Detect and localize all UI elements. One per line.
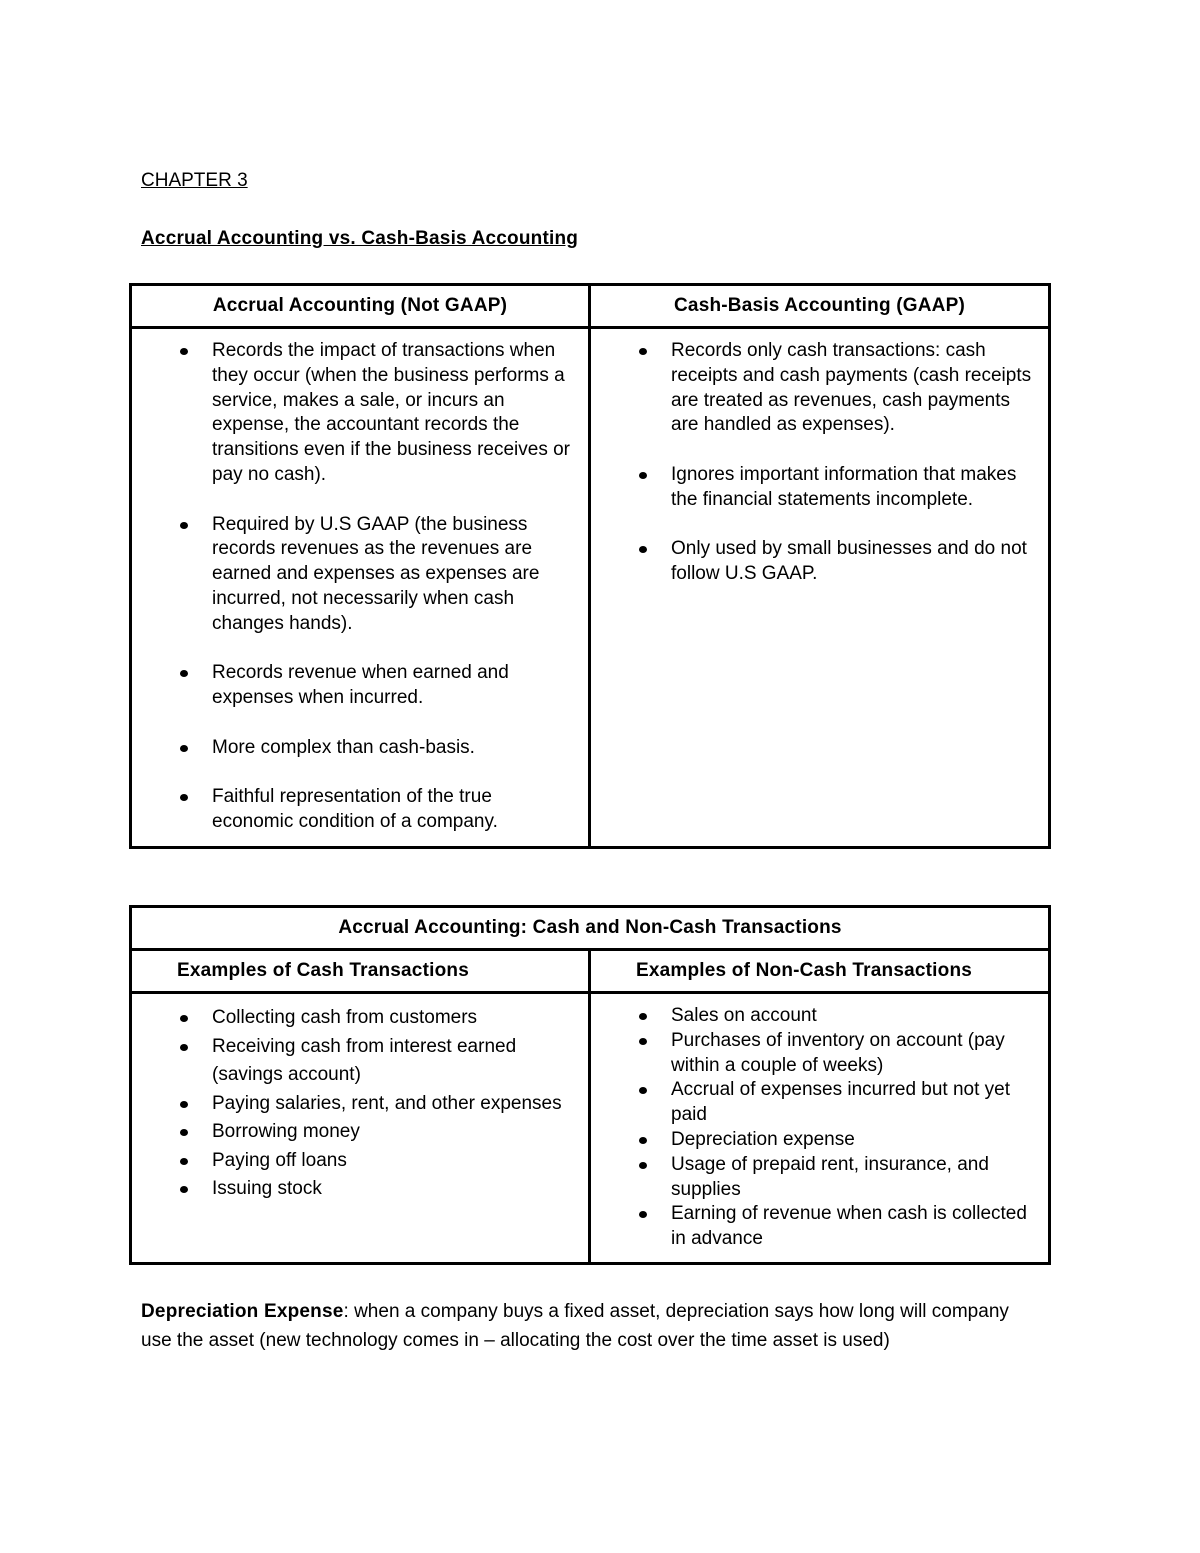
list-item: Receiving cash from interest earned (savings account) <box>132 1033 578 1090</box>
list-item: Usage of prepaid rent, insurance, and supplies <box>591 1153 1038 1203</box>
cash-transactions-cell <box>131 993 590 1264</box>
list-item: Earning of revenue when cash is collected in advance <box>591 1202 1038 1252</box>
list-item: Paying off loans <box>132 1147 578 1176</box>
section-title: Accrual Accounting vs. Cash-Basis Accounting <box>141 228 579 249</box>
list-item: Records revenue when earned and expenses when incurred. <box>132 661 578 711</box>
list-item: Depreciation expense <box>591 1128 1038 1153</box>
list-item: Only used by small businesses and do not follow U.S GAAP. <box>591 537 1038 587</box>
transactions-title: Accrual Accounting: Cash and Non-Cash Transactions <box>131 907 1050 950</box>
accrual-list <box>132 339 578 835</box>
list-item: More complex than cash-basis. <box>132 736 578 761</box>
list-item: Borrowing money <box>132 1118 578 1147</box>
list-item: Required by U.S GAAP (the business records revenues as the revenues are earned and expenses as expenses are incurred, not necessarily when cash changes hands). <box>132 513 578 637</box>
list-item: Faithful representation of the true economic condition of a company. <box>132 785 578 835</box>
non-cash-transactions-list <box>591 1004 1038 1252</box>
list-item: Purchases of inventory on account (pay within a couple of weeks) <box>591 1029 1038 1079</box>
cash-basis-list <box>591 339 1038 587</box>
list-item: Paying salaries, rent, and other expenses <box>132 1090 578 1119</box>
transactions-table <box>129 905 1051 1265</box>
non-cash-transactions-cell <box>590 993 1050 1264</box>
list-item: Sales on account <box>591 1004 1038 1029</box>
comparison-table <box>129 283 1051 849</box>
list-item: Records the impact of transactions when they occur (when the business performs a service, makes a sale, or incurs an expense, the accountant records the transitions even if the business receives or pay no cash). <box>132 339 578 488</box>
cash-basis-header: Cash-Basis Accounting (GAAP) <box>590 285 1050 328</box>
chapter-heading: CHAPTER 3 <box>141 170 248 191</box>
definition-text: : when a company buys a fixed asset, depreciation says how long will company use the asset (new technology comes in – allocating the cost over the time asset is used) <box>141 1301 1009 1351</box>
list-item: Collecting cash from customers <box>132 1004 578 1033</box>
accrual-header: Accrual Accounting (Not GAAP) <box>131 285 590 328</box>
list-item: Ignores important information that makes the financial statements incomplete. <box>591 463 1038 513</box>
list-item: Records only cash transactions: cash receipts and cash payments (cash receipts are treated as revenues, cash payments are handled as expenses). <box>591 339 1038 438</box>
cash-basis-cell <box>590 328 1050 848</box>
list-item: Accrual of expenses incurred but not yet paid <box>591 1078 1038 1128</box>
cash-transactions-list <box>132 1004 578 1204</box>
list-item: Issuing stock <box>132 1175 578 1204</box>
cash-transactions-header: Examples of Cash Transactions <box>131 950 590 993</box>
accrual-cell <box>131 328 590 848</box>
definition-term: Depreciation Expense <box>141 1301 344 1322</box>
depreciation-definition <box>141 1297 1041 1355</box>
non-cash-transactions-header: Examples of Non-Cash Transactions <box>590 950 1050 993</box>
